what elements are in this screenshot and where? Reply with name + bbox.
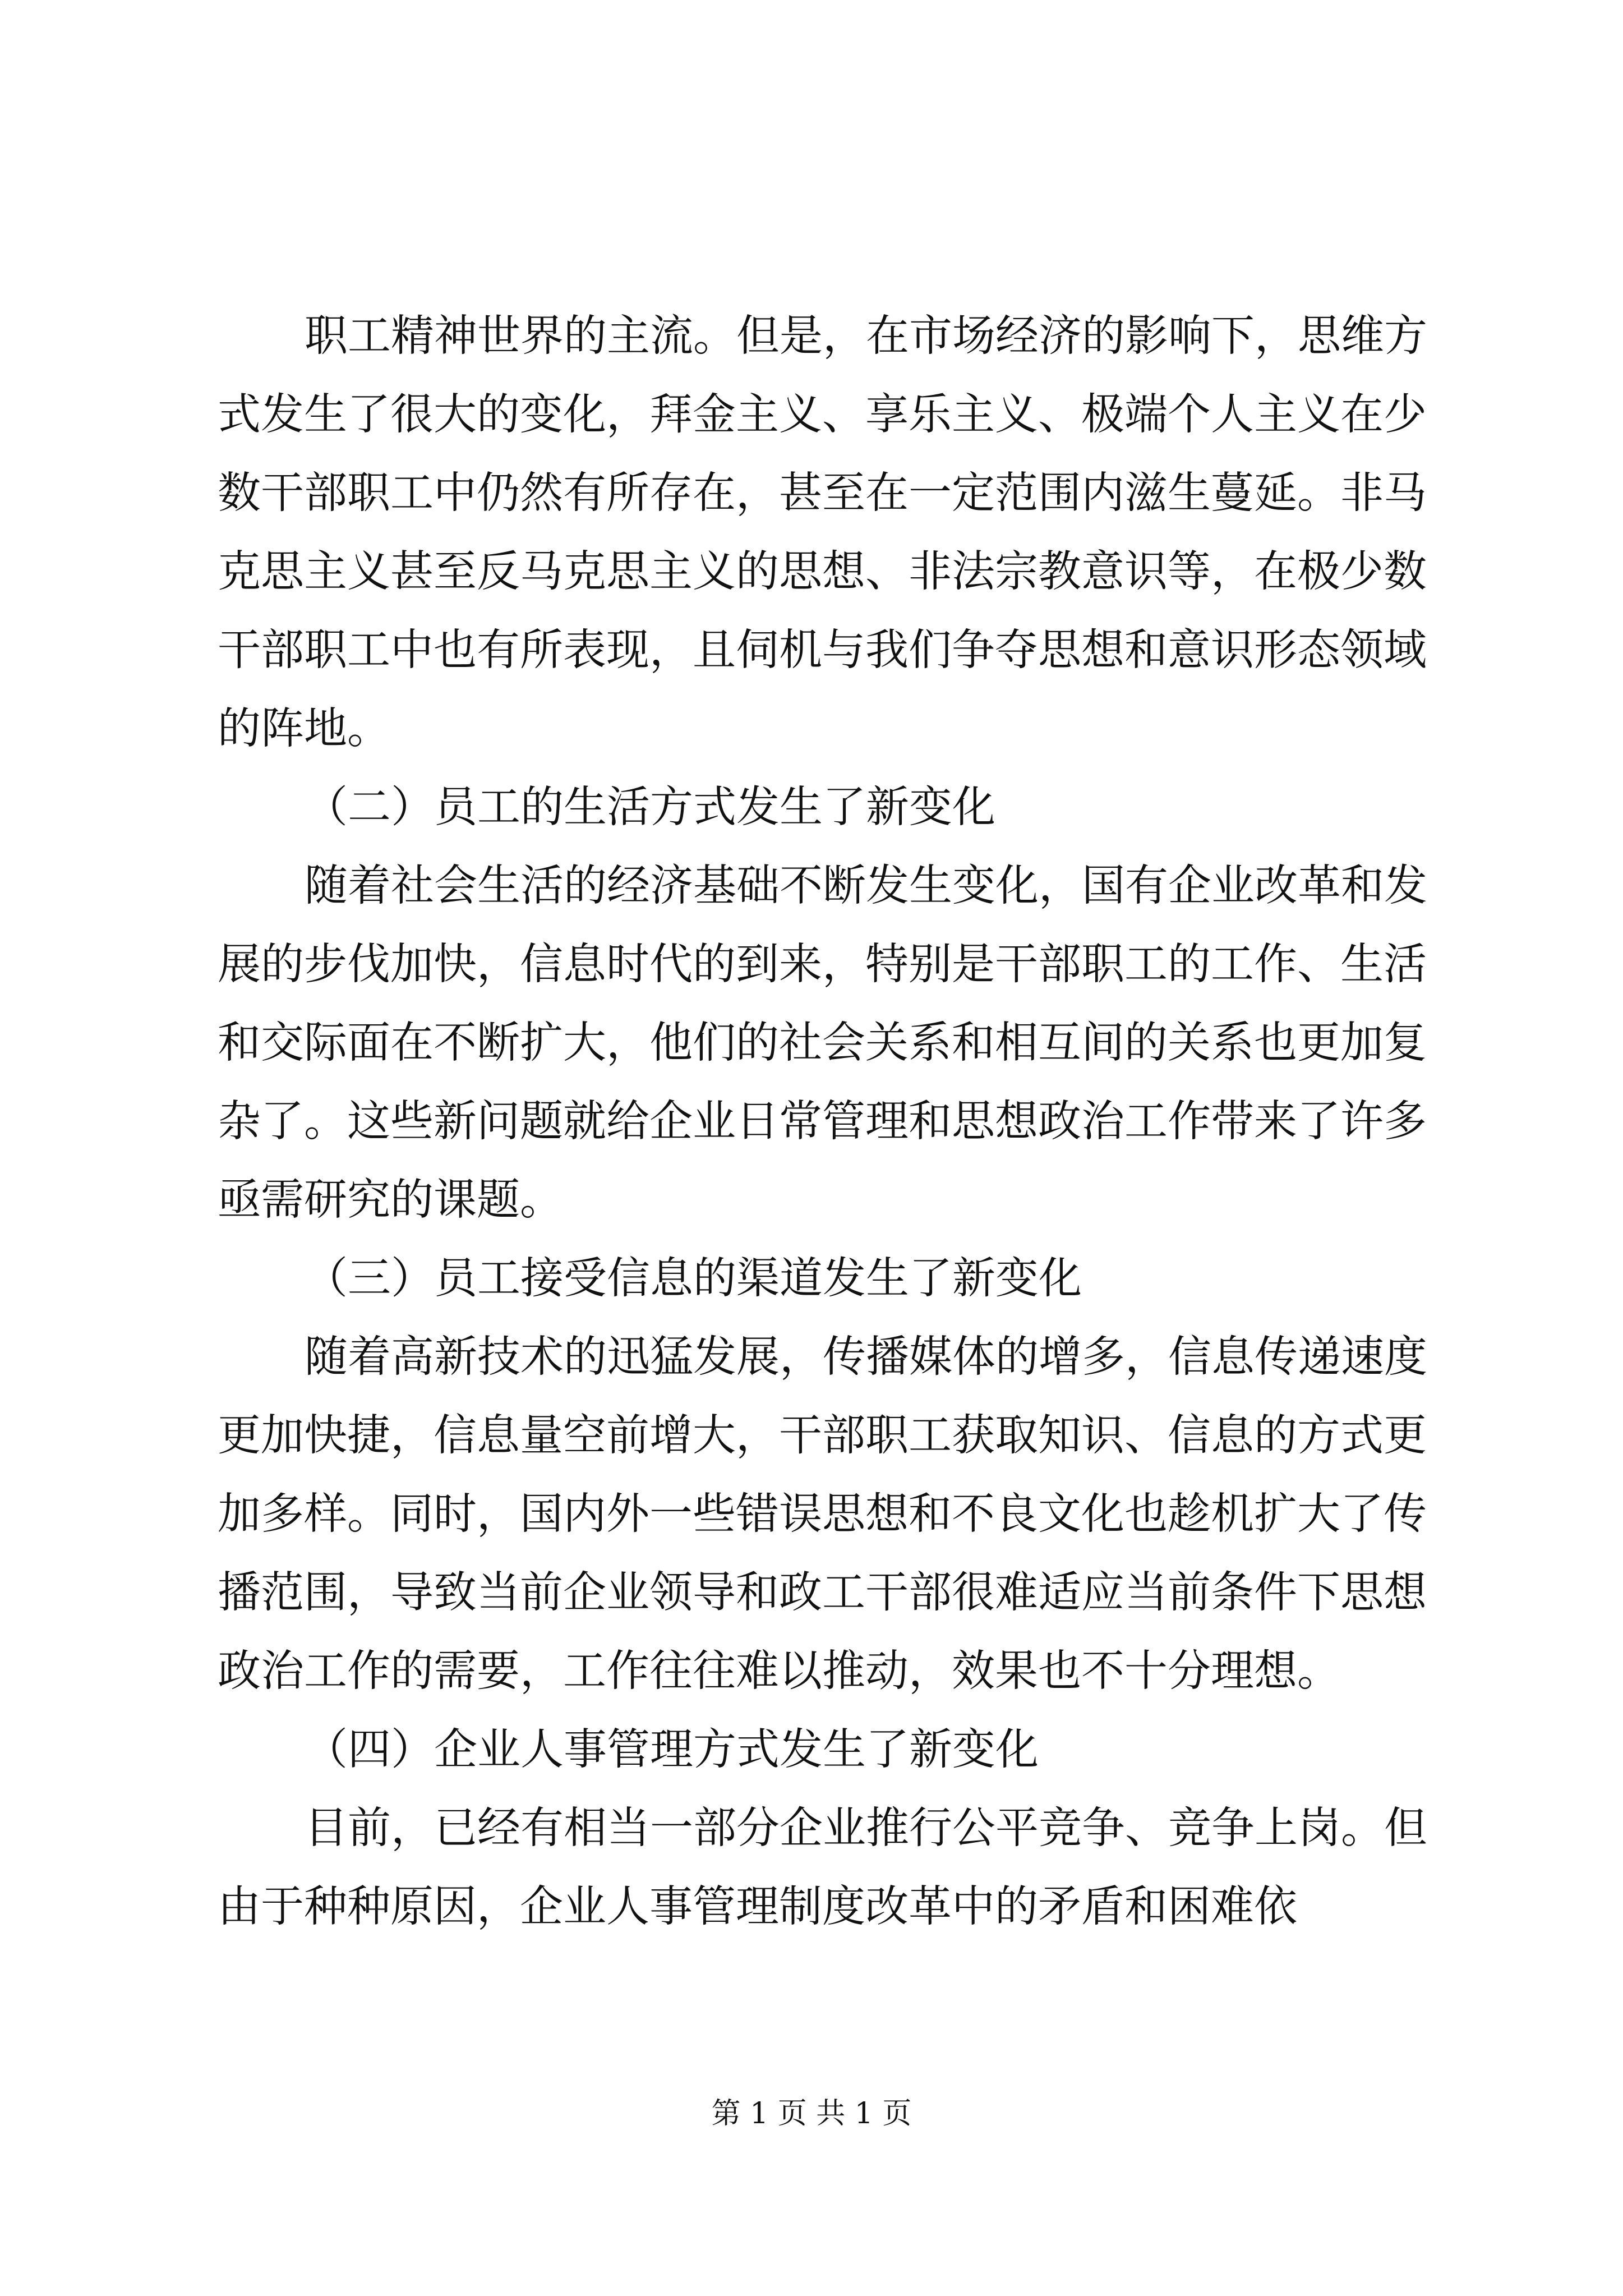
paragraph-line: 目前，已经有相当一部分企业推行公平竞争、竞争上岗。但 [305,1803,1427,1853]
paragraph-line: 克思主义甚至反马克思主义的思想、非法宗教意识等，在极少数 [218,547,1427,597]
paragraph-line: 的阵地。 [218,704,390,754]
paragraph-line: 杂了。这些新问题就给企业日常管理和思想政治工作带来了许多 [218,1097,1427,1147]
paragraph-line: 播范围，导致当前企业领导和政工干部很难适应当前条件下思想 [218,1568,1427,1618]
paragraph-line: 式发生了很大的变化，拜金主义、享乐主义、极端个人主义在少 [218,390,1427,440]
section-heading: （二）员工的生活方式发生了新变化 [305,783,995,832]
paragraph-line: 和交际面在不断扩大，他们的社会关系和相互间的关系也更加复 [218,1018,1427,1068]
paragraph-line: 随着社会生活的经济基础不断发生变化，国有企业改革和发 [305,861,1427,911]
paragraph-line: 数干部职工中仍然有所存在，甚至在一定范围内滋生蔓延。非马 [218,468,1427,518]
paragraph-line: 亟需研究的课题。 [218,1175,563,1225]
paragraph-line: 政治工作的需要，工作往往难以推动，效果也不十分理想。 [218,1646,1340,1696]
paragraph-line: 由于种种原因，企业人事管理制度改革中的矛盾和困难依 [218,1882,1297,1932]
paragraph-line: 加多样。同时，国内外一些错误思想和不良文化也趁机扩大了传 [218,1489,1427,1539]
paragraph-line: 职工精神世界的主流。但是，在市场经济的影响下，思维方 [305,311,1427,361]
paragraph-line: 干部职工中也有所表现，且伺机与我们争夺思想和意识形态领域 [218,625,1427,675]
paragraph-line: 展的步伐加快，信息时代的到来，特别是干部职工的工作、生活 [218,940,1427,990]
section-heading: （三）员工接受信息的渠道发生了新变化 [305,1254,1082,1304]
section-heading: （四）企业人事管理方式发生了新变化 [305,1725,1039,1775]
paragraph-line: 更加快捷，信息量空前增大，干部职工获取知识、信息的方式更 [218,1411,1427,1461]
page-footer: 第 1 页 共 1 页 [711,2097,912,2131]
paragraph-line: 随着高新技术的迅猛发展，传播媒体的增多，信息传递速度 [305,1332,1427,1382]
